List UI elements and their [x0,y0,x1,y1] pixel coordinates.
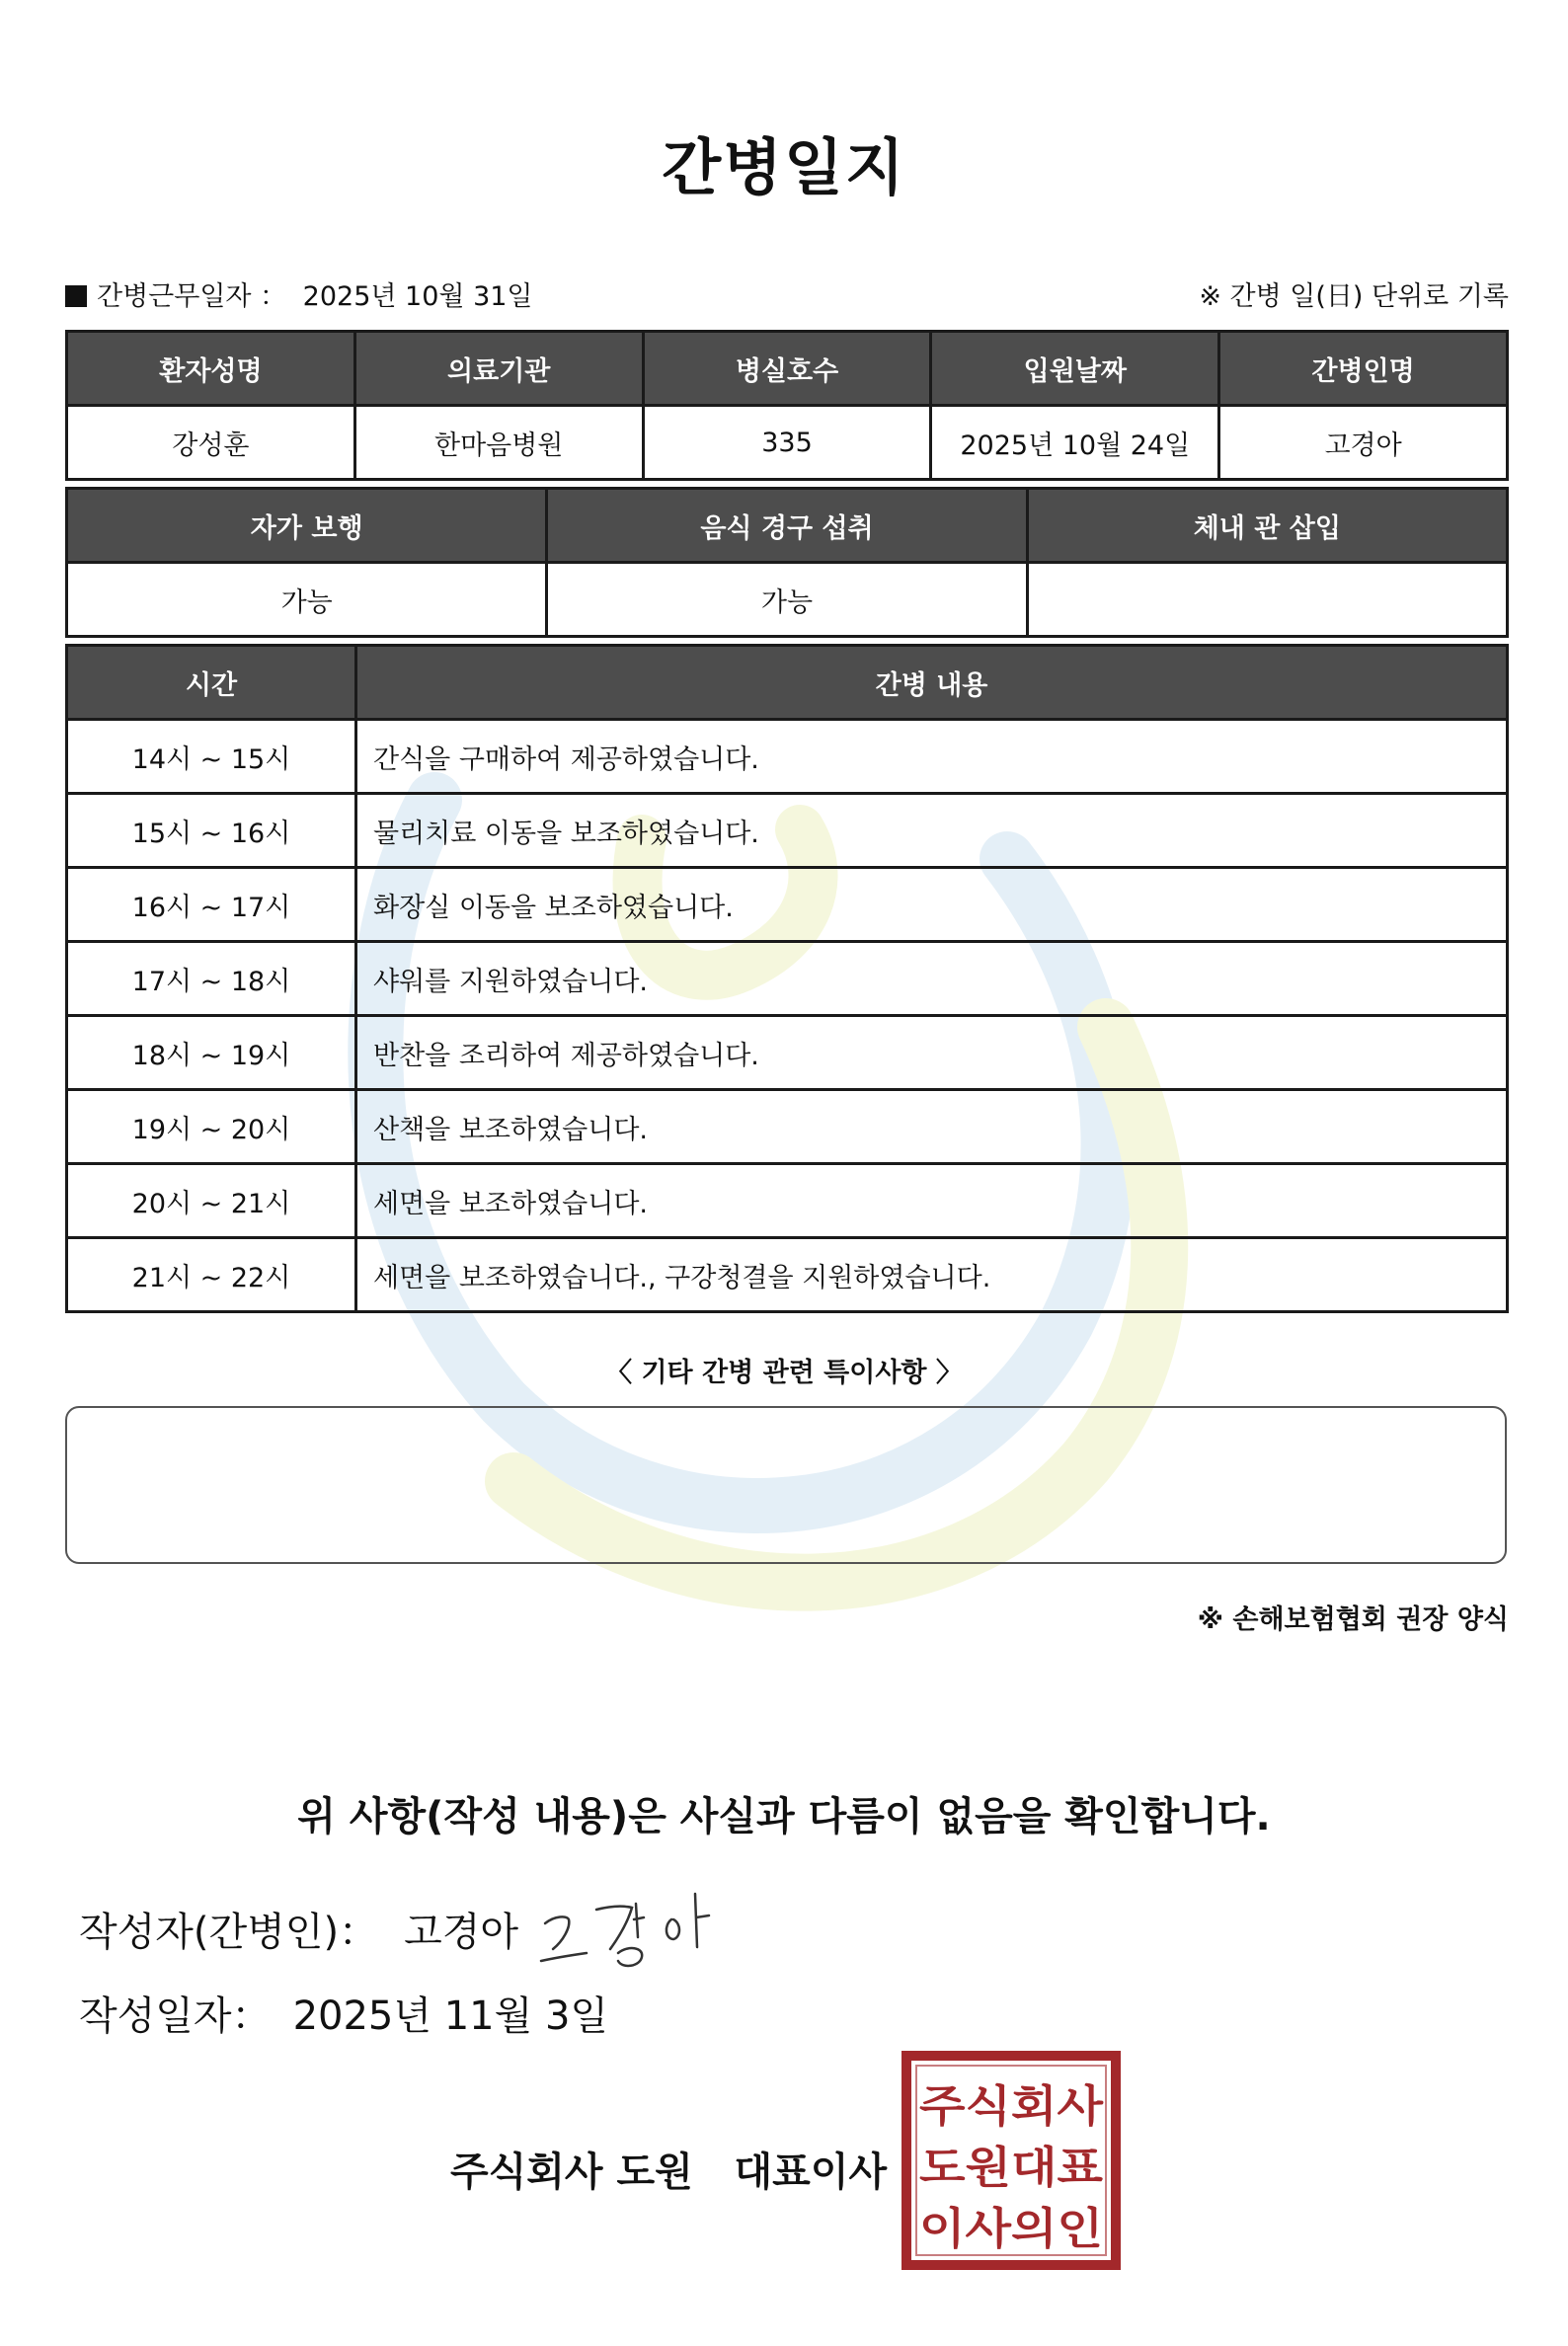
work-date [65,274,533,313]
writer-label: 작성자(간병인)： [79,1910,379,1955]
table-row [67,1238,1508,1312]
oral-intake-value: 가능 [547,563,1027,637]
patient-name: 강성훈 [67,406,355,480]
caregiver-name: 고경아 [1219,406,1508,480]
table-row [67,868,1508,942]
header-patient-name: 환자성명 [67,332,355,406]
header-oral-intake: 음식 경구 섭취 [547,489,1027,563]
table-row [67,942,1508,1016]
tube-insertion-value [1027,563,1507,637]
table-row [67,1164,1508,1238]
writer-name: 고경아 [404,1910,518,1955]
header-room: 병실호수 [643,332,931,406]
work-date-value: 2025년 10월 31일 [302,281,533,312]
table-row [67,1016,1508,1090]
square-bullet-icon [65,285,87,307]
header-care-content: 간병 내용 [356,646,1508,720]
page-title: 간병일지 [662,131,906,203]
log-time: 15시 ~ 16시 [67,794,356,868]
admission-date: 2025년 10월 24일 [931,406,1219,480]
header-time: 시간 [67,646,356,720]
log-content: 간식을 구매하여 제공하였습니다. [356,720,1508,794]
room-number: 335 [643,406,931,480]
table-row [67,794,1508,868]
header-caregiver: 간병인명 [1219,332,1508,406]
record-unit-note: ※ 간병 일(日) 단위로 기록 [1199,281,1509,312]
writer-line [79,1901,518,1957]
header-admission-date: 입원날짜 [931,332,1219,406]
table-row [67,1090,1508,1164]
handwritten-signature [533,1876,731,1975]
company-representative: 주식회사 도원 대표이사 [450,2150,888,2195]
patient-info-table [65,330,1509,481]
header-tube-insertion: 체내 관 삽입 [1027,489,1507,563]
svg-text:주식회사: 주식회사 [919,2081,1105,2132]
log-time: 20시 ~ 21시 [67,1164,356,1238]
company-seal-stamp [901,2050,1122,2271]
svg-text:도원대표: 도원대표 [919,2143,1104,2193]
table-row [67,720,1508,794]
self-walking-value: 가능 [67,563,547,637]
log-content: 산책을 보조하였습니다. [356,1090,1508,1164]
patient-status-table [65,487,1509,638]
institution: 한마음병원 [354,406,643,480]
form-source-note: ※ 손해보험협회 권장 양식 [1197,1604,1509,1635]
written-date-label: 작성일자： [79,1994,272,2039]
written-date-value: 2025년 11월 3일 [292,1994,609,2039]
confirmation-statement: 위 사항(작성 내용)은 사실과 다름이 없음을 확인합니다. [297,1794,1271,1839]
log-content: 세면을 보조하였습니다., 구강청결을 지원하였습니다. [356,1238,1508,1312]
special-notes-box [65,1406,1507,1564]
log-content: 화장실 이동을 보조하였습니다. [356,868,1508,942]
header-self-walking: 자가 보행 [67,489,547,563]
log-time: 17시 ~ 18시 [67,942,356,1016]
log-content: 샤워를 지원하였습니다. [356,942,1508,1016]
log-content: 반찬을 조리하여 제공하였습니다. [356,1016,1508,1090]
log-time: 21시 ~ 22시 [67,1238,356,1312]
log-time: 19시 ~ 20시 [67,1090,356,1164]
log-content: 세면을 보조하였습니다. [356,1164,1508,1238]
header-institution: 의료기관 [354,332,643,406]
special-notes-title: 〈 기타 간병 관련 특이사항 〉 [605,1358,963,1388]
written-date-line [79,1985,608,2041]
log-time: 18시 ~ 19시 [67,1016,356,1090]
log-content: 물리치료 이동을 보조하였습니다. [356,794,1508,868]
care-log-table [65,644,1509,1313]
work-date-label: 간병근무일자 ： [97,281,287,312]
svg-text:이사의인: 이사의인 [919,2204,1103,2254]
log-time: 16시 ~ 17시 [67,868,356,942]
log-time: 14시 ~ 15시 [67,720,356,794]
